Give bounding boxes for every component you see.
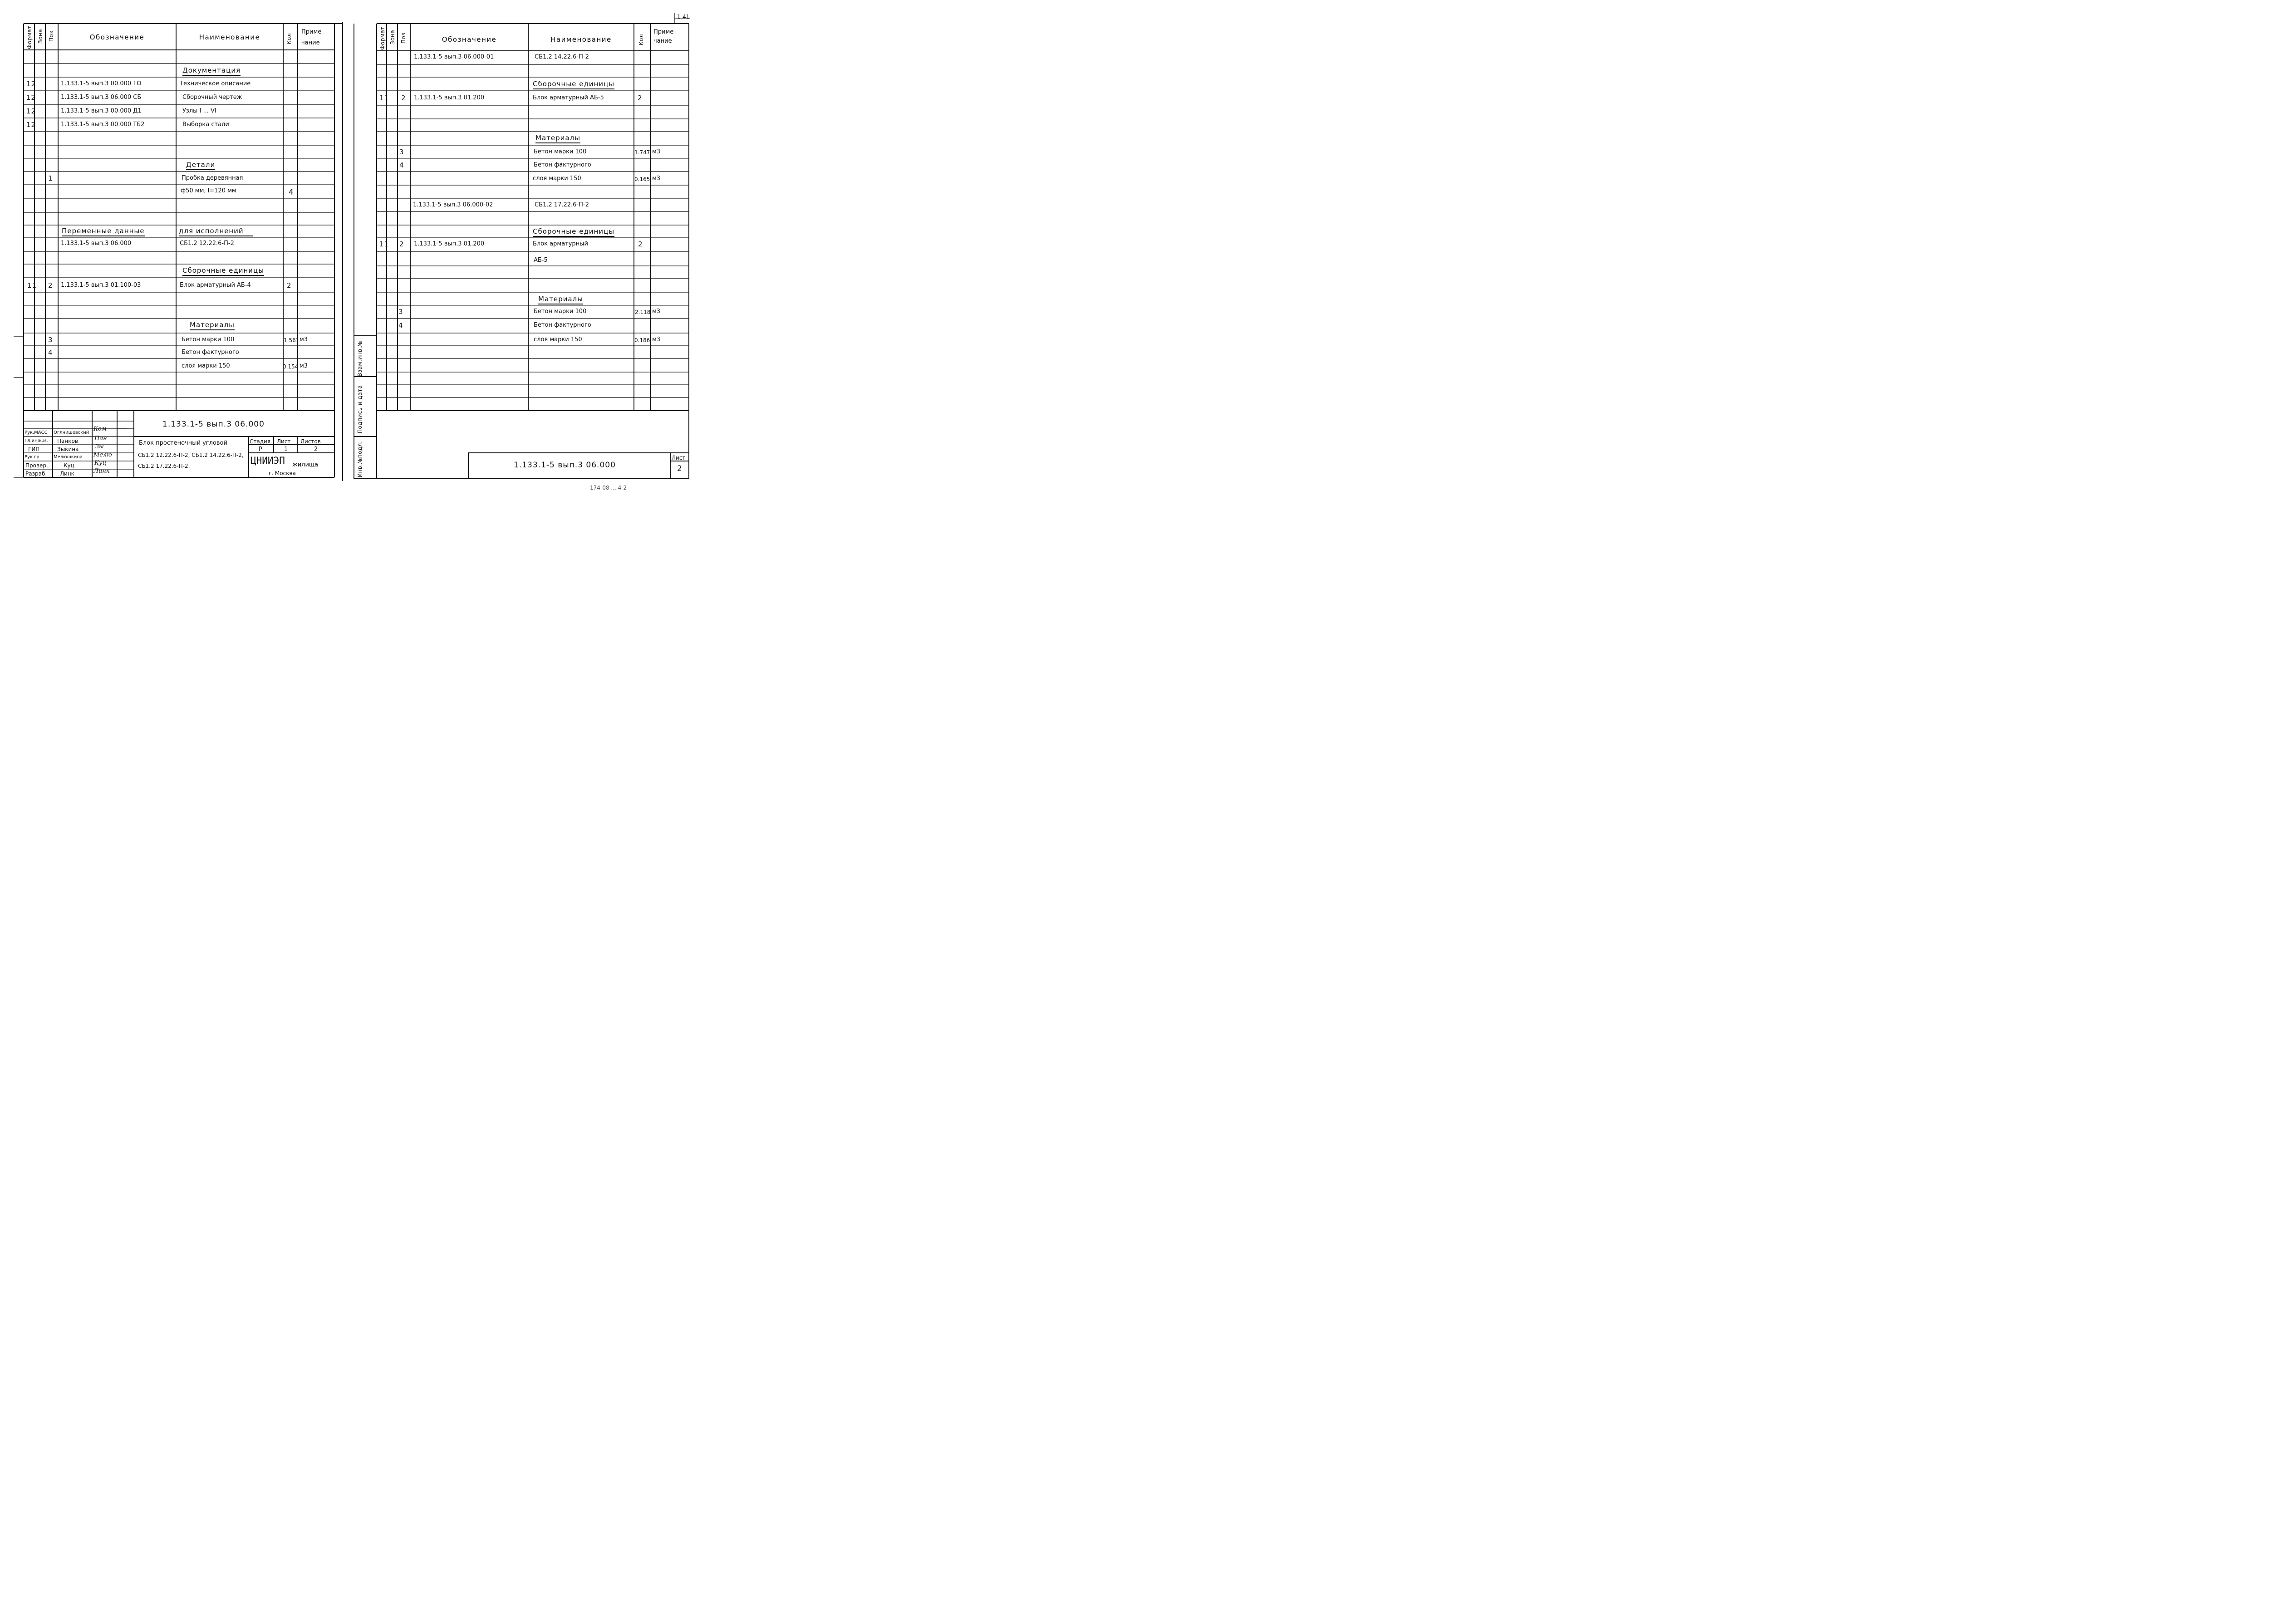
right-grid — [0, 0, 712, 507]
row-format: 12 — [26, 121, 36, 129]
row-format: 12 — [26, 107, 36, 115]
row-format: 11 — [379, 240, 389, 248]
org-city: г. Москва — [269, 470, 296, 476]
row-name: АБ-5 — [534, 257, 548, 264]
row-designation: 1.133.1-5 вып.3 06.000-02 — [413, 201, 493, 208]
side-replace: Взам.инв.№ — [357, 341, 363, 377]
row-qty: 1.747 — [634, 149, 650, 156]
row-qty: 0.165 — [634, 176, 650, 182]
row-name: Бетон фактурного — [182, 349, 239, 356]
row-pos: 1 — [48, 174, 53, 182]
section-assembly: Сборочные единицы — [533, 227, 614, 237]
right-sheet — [0, 0, 712, 507]
section-variable: Переменные данные — [62, 227, 145, 236]
person-name: Зыкина — [57, 446, 79, 452]
signature: Куц — [94, 460, 107, 466]
title-line-1: Блок простеночный угловой — [139, 440, 227, 446]
row-name: Бетон фактурного — [534, 162, 591, 168]
role-label: Гл.инж.м. — [25, 438, 48, 443]
row-qty: 0.154 — [283, 363, 299, 370]
signature: Зы — [95, 443, 104, 450]
sheets-value: 2 — [314, 446, 318, 453]
header-note-2: чание — [301, 39, 320, 46]
person-name: Мелюшкина — [54, 455, 83, 460]
row-name: Узлы I ... VI — [182, 108, 216, 114]
role-label: Рук.МАСС — [25, 430, 48, 435]
row-name: Бетон марки 100 — [534, 148, 587, 155]
row-qty: 4 — [289, 188, 294, 197]
row-format: 12 — [26, 93, 36, 102]
doc-code: 1.133.1-5 вып.3 06.000 — [514, 461, 616, 470]
section-details: Детали — [186, 161, 215, 170]
person-name: Оглнишевский — [54, 430, 89, 435]
corner-mark: 1-41 — [677, 14, 690, 20]
header-qty: Кол — [638, 34, 644, 45]
side-inv: Инв.№подл. — [357, 441, 363, 477]
row-name: Блок арматурный АБ-4 — [180, 282, 251, 289]
row-qty: 1.561 — [284, 337, 300, 343]
org-tail: жилища — [292, 461, 319, 468]
row-designation: 1.133.1-5 вып.3 00.000 Д1 — [61, 108, 142, 114]
header-zone: Зона — [37, 29, 44, 44]
row-note: м3 — [652, 148, 661, 155]
row-pos: 4 — [399, 161, 404, 169]
row-note: м3 — [652, 308, 661, 315]
row-designation: 1.133.1-5 вып.3 01.200 — [414, 94, 485, 101]
person-name: Куц — [64, 462, 74, 469]
row-pos: 2 — [48, 281, 53, 289]
row-name: СБ1.2 14.22.6-П-2 — [535, 54, 589, 60]
row-pos: 4 — [398, 321, 403, 329]
title-line-2: СБ1.2 12.22.6-П-2, СБ1.2 14.22.6-П-2, — [138, 452, 244, 458]
sheet-value: 1 — [284, 446, 288, 453]
row-name: Бетон фактурного — [534, 322, 591, 329]
row-qty: 2 — [638, 94, 643, 102]
row-pos: 4 — [48, 348, 53, 357]
signature: Мелю — [93, 451, 112, 458]
role-label: Провер. — [25, 462, 48, 469]
row-pos: 3 — [398, 308, 403, 316]
row-designation: 1.133.1-5 вып.3 06.000-01 — [414, 54, 494, 60]
row-name: слоя марки 150 — [182, 363, 230, 369]
header-format: Формат — [379, 26, 386, 50]
row-qty: 2 — [287, 281, 292, 289]
section-docs: Документация — [182, 66, 241, 76]
row-name: слоя марки 150 — [533, 175, 581, 182]
row-pos: 2 — [399, 240, 404, 248]
header-name: Наименование — [199, 33, 260, 41]
section-materials: Материалы — [538, 295, 583, 304]
org-name: ЦНИИЭП — [250, 455, 285, 466]
row-pos: 3 — [399, 148, 404, 156]
role-label: Рук.гр. — [25, 455, 41, 460]
role-label: Разраб. — [25, 471, 47, 477]
doc-code: 1.133.1-5 вып.3 06.000 — [162, 420, 265, 429]
section-assembly: Сборочные единицы — [533, 80, 614, 89]
signature: Пан — [94, 435, 107, 442]
header-name: Наименование — [550, 35, 612, 44]
row-format: 11 — [27, 281, 37, 289]
row-name: Выборка стали — [182, 121, 229, 128]
row-designation: 1.133.1-5 вып.3 06.000 — [61, 240, 132, 247]
stage-value: Р — [259, 446, 262, 453]
row-name: ф50 мм, l=120 мм — [181, 187, 236, 194]
sheet-label: Лист — [277, 438, 291, 445]
row-name: СБ1.2 17.22.6-П-2 — [535, 201, 589, 208]
stage-label: Стадия — [250, 438, 271, 445]
row-note: м3 — [652, 336, 661, 343]
section-variable-tail: для исполнений — [179, 227, 253, 236]
header-pos: Поз — [400, 32, 407, 44]
row-note: м3 — [300, 363, 308, 369]
header-note-1: Приме- — [653, 29, 676, 35]
row-pos: 2 — [401, 94, 406, 102]
signature: Линк — [93, 468, 110, 475]
row-note: м3 — [652, 175, 661, 182]
header-qty: Кол — [286, 33, 292, 44]
row-designation: 1.133.1-5 вып.3 00.000 ТО — [61, 80, 142, 87]
title-line-3: СБ1.2 17.22.6-П-2. — [138, 463, 190, 469]
section-materials: Материалы — [190, 321, 235, 330]
row-name: Техническое описание — [180, 80, 251, 87]
person-name: Панков — [57, 438, 78, 444]
signature: Ком — [93, 426, 107, 432]
row-name: Блок арматурный АБ-5 — [533, 94, 604, 101]
row-designation: 1.133.1-5 вып.3 01.100-03 — [61, 282, 141, 289]
sheet-label: Лист — [672, 455, 686, 461]
sheet-number: 2 — [677, 464, 683, 473]
person-name: Линк — [60, 471, 74, 477]
row-name: СБ1.2 12.22.6-П-2 — [180, 240, 234, 247]
row-qty: 2.118 — [635, 309, 651, 315]
header-note-1: Приме- — [301, 29, 324, 35]
row-designation: 1.133.1-5 вып.3 00.000 ТБ2 — [61, 121, 145, 128]
row-name: Блок арматурный — [533, 240, 588, 247]
row-qty: 0.186 — [634, 337, 650, 343]
row-qty: 2 — [638, 240, 643, 248]
section-materials: Материалы — [535, 134, 580, 143]
row-name: слоя марки 150 — [534, 336, 582, 343]
row-name: Бетон марки 100 — [182, 336, 235, 343]
role-label: ГИП — [28, 446, 40, 452]
row-designation: 1.133.1-5 вып.3 06.000 СБ — [61, 94, 142, 101]
footer-mark: 174-08 ... 4-2 — [590, 485, 627, 491]
header-format: Формат — [26, 25, 33, 49]
side-sign-date: Подпись и дата — [357, 385, 363, 433]
header-pos: Поз — [48, 30, 54, 42]
row-pos: 3 — [48, 336, 53, 344]
row-format: 12 — [26, 80, 36, 88]
header-designation: Обозначение — [89, 33, 145, 41]
header-zone: Зона — [389, 29, 396, 44]
row-format: 11 — [379, 94, 389, 102]
header-designation: Обозначение — [442, 35, 497, 44]
sheets-label: Листов — [300, 438, 321, 445]
row-designation: 1.133.1-5 вып.3 01.200 — [414, 240, 485, 247]
row-name: Сборочный чертеж — [182, 94, 242, 101]
section-assembly: Сборочные единицы — [182, 266, 264, 276]
row-name: Бетон марки 100 — [534, 308, 587, 315]
row-note: м3 — [300, 336, 308, 343]
row-name: Пробка деревянная — [182, 175, 243, 182]
header-note-2: чание — [653, 38, 672, 44]
